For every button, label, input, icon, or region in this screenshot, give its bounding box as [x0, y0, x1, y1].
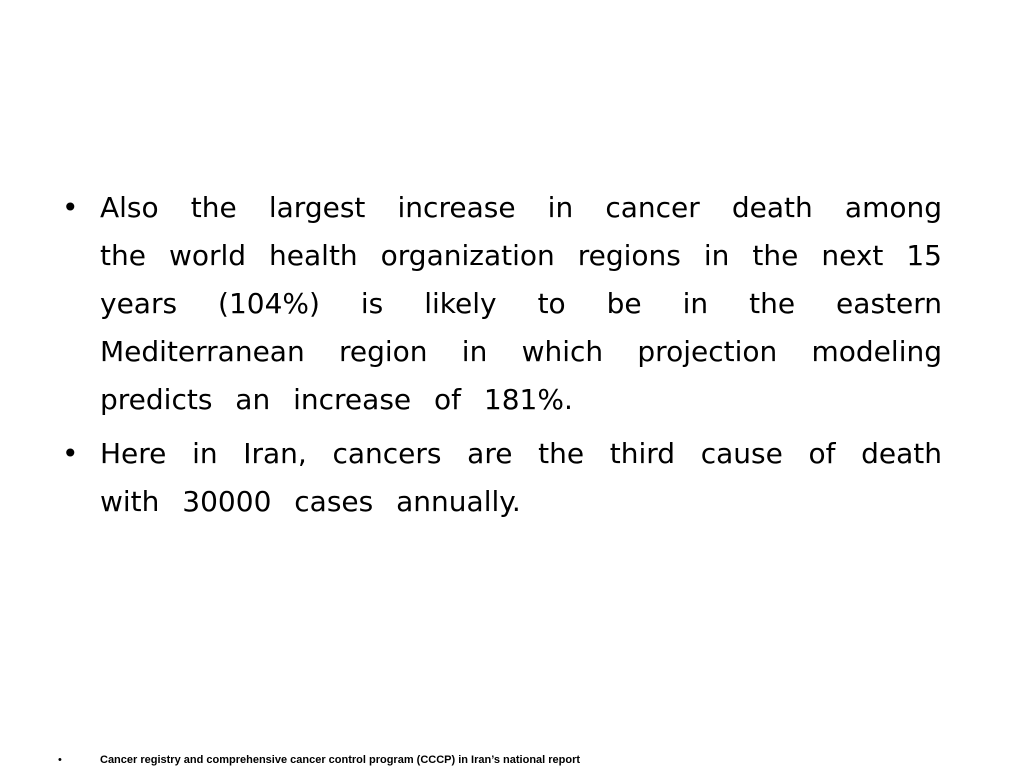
bullet-item-1 [62, 184, 942, 424]
bullet-icon: • [62, 437, 79, 470]
bullet-item-2 [62, 430, 942, 526]
footnote [58, 751, 958, 768]
bullet-list [62, 184, 942, 532]
footnote-text: Cancer registry and comprehensive cancer control program (CCCP) in Iran’s national report [100, 754, 581, 766]
bullet-text-2: Here in Iran, cancers are the third cause of death with 30000 cases annually. [100, 437, 942, 518]
bullet-icon: • [62, 191, 79, 224]
footnote-bullet-icon: • [58, 754, 62, 766]
bullet-text-1: Also the largest increase in cancer death among the world health organization regions in the next 15 years (104%) is likely to be in the eastern Mediterranean region in which projection modeling predicts an increase of 181%. [100, 191, 942, 416]
